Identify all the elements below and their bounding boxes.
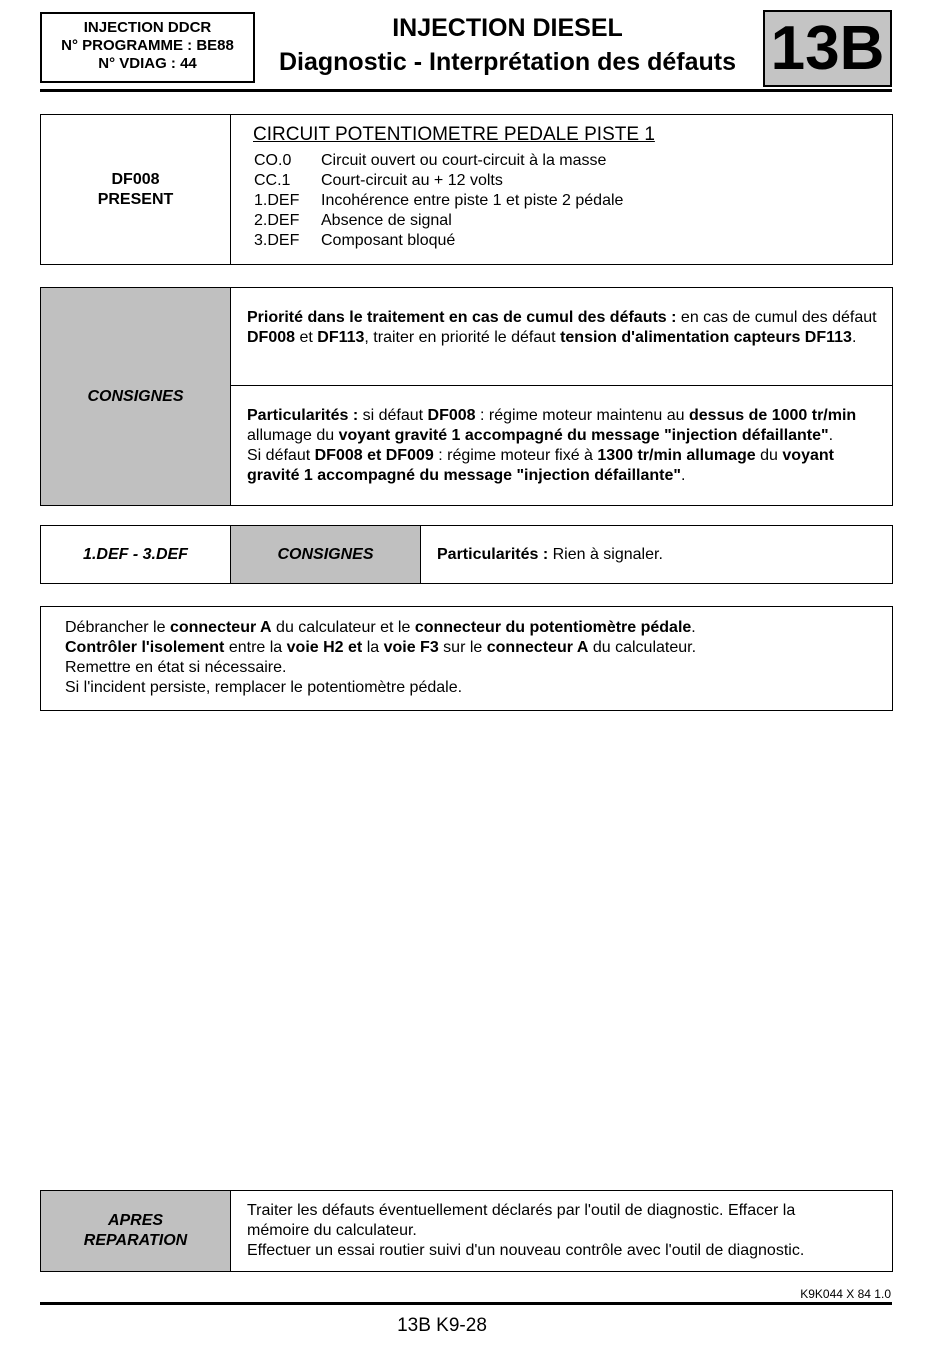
text-run: : régime moteur maintenu au <box>475 407 689 424</box>
text-run: la <box>362 639 384 656</box>
def-consignes-label: CONSIGNES <box>231 526 421 583</box>
text-run: en cas de cumul des défaut <box>676 309 877 326</box>
definition-row <box>254 211 873 231</box>
apres-reparation-box <box>40 1190 893 1272</box>
fault-details <box>253 123 873 251</box>
definition-row <box>254 231 873 251</box>
apres-reparation-label <box>41 1191 231 1271</box>
connector-ref: connecteur du potentiomètre pédale <box>414 619 692 636</box>
definition-text: Circuit ouvert ou court-circuit à la masse <box>321 152 607 169</box>
header-identification-box <box>40 12 255 83</box>
definition-key: CC.1 <box>254 172 291 189</box>
consignes-priority-text <box>247 308 877 348</box>
text-run: Si défaut <box>247 447 315 464</box>
text-run: Rien à signaler. <box>548 546 663 563</box>
consignes-label: CONSIGNES <box>41 288 231 505</box>
definition-row <box>254 171 873 191</box>
apres-label-line: APRES <box>107 1212 164 1229</box>
page-number: 13B K9-28 <box>397 1315 487 1336</box>
text-run: allumage du <box>247 427 339 444</box>
definition-key: CO.0 <box>254 152 292 169</box>
section-code-badge: 13B <box>763 10 892 87</box>
apres-reparation-text <box>247 1201 847 1261</box>
text-run: du <box>755 447 783 464</box>
particularites-heading: Particularités : <box>437 546 549 563</box>
pin-ref: voie H2 et <box>286 639 363 656</box>
consignes-divider <box>231 385 892 386</box>
text-run: du calculateur. <box>588 639 697 656</box>
text-run: si défaut <box>358 407 428 424</box>
page-title-sub: Diagnostic - Interprétation des défauts <box>278 48 736 76</box>
connector-ref: connecteur A <box>486 639 589 656</box>
text-run: : régime moteur fixé à <box>433 447 598 464</box>
def-consignes-row <box>40 525 893 584</box>
fault-status: PRESENT <box>97 190 174 208</box>
rpm-value: dessus de 1000 tr/min <box>689 407 857 424</box>
footer-divider <box>40 1302 892 1305</box>
text-run: et <box>295 329 318 346</box>
definition-row <box>254 191 873 211</box>
particularites-heading: Particularités : <box>247 407 359 424</box>
procedure-box <box>40 606 893 711</box>
text-run: . <box>691 619 696 636</box>
page-title <box>255 12 760 80</box>
text-run: , traiter en priorité le défaut <box>364 329 561 346</box>
consignes-particularites-text <box>247 406 882 486</box>
definition-key: 2.DEF <box>254 212 300 229</box>
header-programme-number: N° PROGRAMME : BE88 <box>61 37 234 54</box>
priority-heading: Priorité dans le traitement en cas de cumul des défauts : <box>247 309 677 326</box>
pin-ref: voie F3 <box>383 639 439 656</box>
fault-ref: DF008 et DF009 <box>314 447 434 464</box>
header-vdiag-number: N° VDIAG : 44 <box>98 55 197 72</box>
document-reference: K9K044 X 84 1.0 <box>800 1287 891 1301</box>
fault-code: DF008 <box>111 170 160 188</box>
fault-box <box>40 114 893 265</box>
text-run: du calculateur et le <box>271 619 415 636</box>
fault-ref: tension d'alimentation capteurs DF113 <box>560 329 852 346</box>
fault-ref: DF113 <box>317 329 365 346</box>
def-particularites-text <box>437 545 877 565</box>
text-run: . <box>680 467 686 484</box>
page-title-main: INJECTION DIESEL <box>392 14 623 42</box>
warning-message: voyant gravité 1 accompagné du message "injection défaillante" <box>338 427 829 444</box>
procedure-step <box>65 618 875 638</box>
rpm-value: 1300 tr/min allumage <box>597 447 756 464</box>
procedure-step: Si l'incident persiste, remplacer le potentiomètre pédale. <box>65 679 463 696</box>
definition-text: Composant bloqué <box>321 232 456 249</box>
connector-ref: connecteur A <box>169 619 272 636</box>
text-run: Débrancher le <box>65 619 170 636</box>
definition-row <box>254 151 873 171</box>
apres-instruction: Effectuer un essai routier suivi d'un nouveau contrôle avec l'outil de diagnostic. <box>247 1242 805 1259</box>
apres-label-line: REPARATION <box>83 1232 188 1249</box>
header-divider <box>40 89 892 92</box>
fault-title: CIRCUIT POTENTIOMETRE PEDALE PISTE 1 <box>253 124 655 145</box>
definition-text: Incohérence entre piste 1 et piste 2 pédale <box>321 192 624 209</box>
warning-message: voyant gravité 1 accompagné du message "injection défaillante" <box>247 447 834 484</box>
procedure-text <box>65 618 875 698</box>
procedure-step: Remettre en état si nécessaire. <box>65 659 287 676</box>
consignes-box <box>40 287 893 506</box>
def-range-label: 1.DEF - 3.DEF <box>41 526 231 583</box>
text-run: entre la <box>224 639 287 656</box>
fault-ref: DF008 <box>427 407 476 424</box>
text-run: . <box>851 329 857 346</box>
definition-key: 3.DEF <box>254 232 300 249</box>
text-run: . <box>828 427 834 444</box>
definition-text: Absence de signal <box>321 212 452 229</box>
text-run: sur le <box>438 639 487 656</box>
fault-definitions <box>253 151 873 251</box>
definition-text: Court-circuit au + 12 volts <box>321 172 503 189</box>
definition-key: 1.DEF <box>254 192 300 209</box>
check-action: Contrôler l'isolement <box>65 639 225 656</box>
header-injection-type: INJECTION DDCR <box>83 19 212 36</box>
fault-ref: DF008 <box>247 329 296 346</box>
procedure-step <box>65 638 875 658</box>
fault-code-cell <box>41 115 231 264</box>
apres-instruction: Traiter les défauts éventuellement déclarés par l'outil de diagnostic. Effacer la mémoire du calculateur. <box>247 1202 796 1239</box>
